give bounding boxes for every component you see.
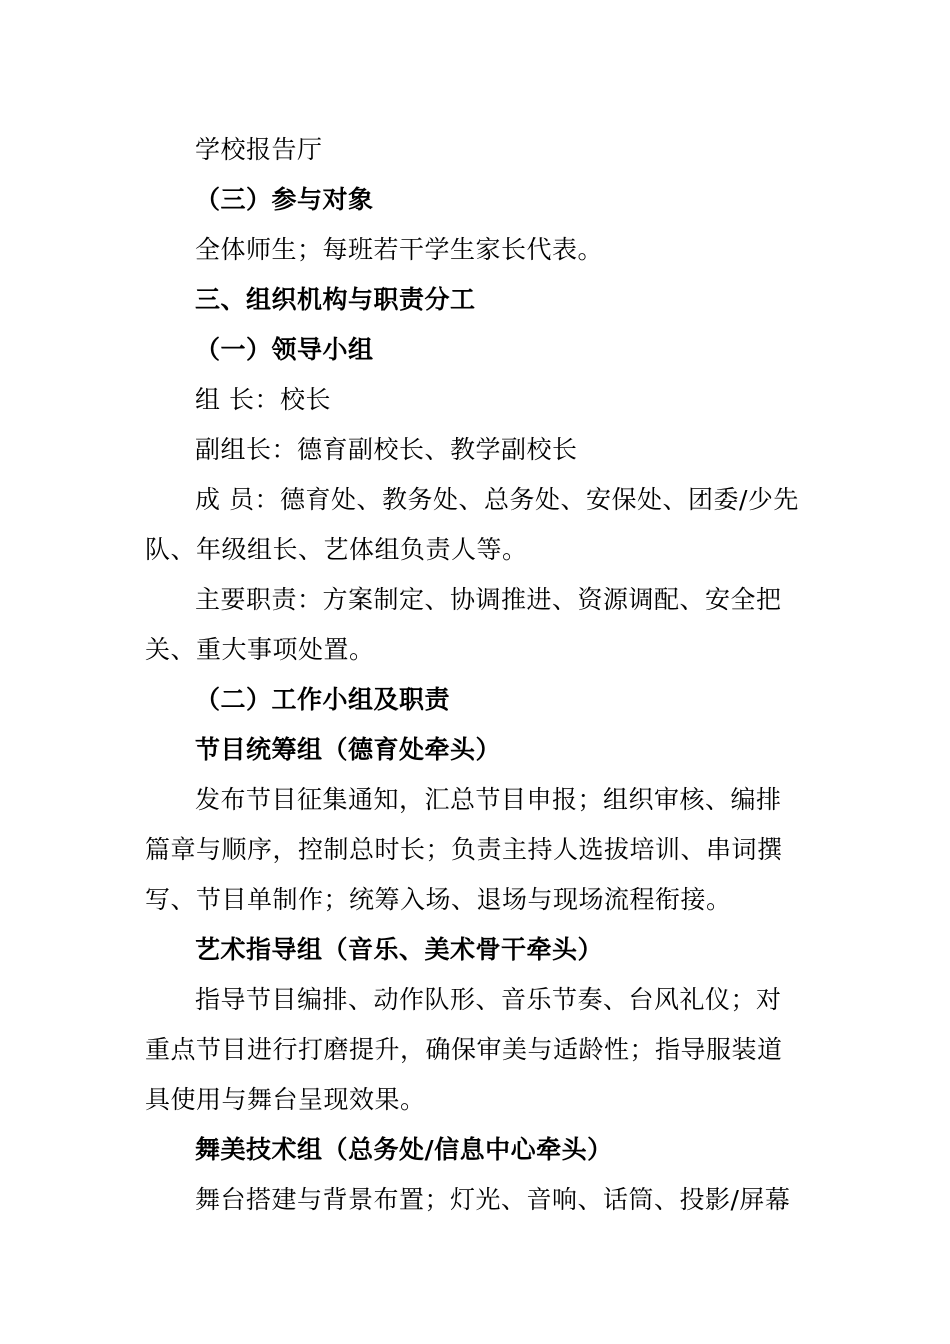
subheading-working-groups: （二）工作小组及职责 — [195, 685, 451, 714]
group-heading-program: 节目统筹组（德育处牵头） — [195, 735, 502, 764]
subheading-leadership-group: （一）领导小组 — [195, 335, 374, 364]
paragraph-line-program-3: 写、节目单制作；统筹入场、退场与现场流程衔接。 — [145, 885, 732, 914]
paragraph-line-program-2: 篇章与顺序，控制总时长；负责主持人选拔培训、串词撰 — [145, 835, 783, 864]
paragraph-line-members-cont: 队、年级组长、艺体组负责人等。 — [145, 535, 528, 564]
paragraph-line-venue: 学校报告厅 — [195, 135, 323, 164]
paragraph-line-art-3: 具使用与舞台呈现效果。 — [145, 1085, 426, 1114]
paragraph-line-participants: 全体师生；每班若干学生家长代表。 — [195, 235, 604, 264]
group-heading-art: 艺术指导组（音乐、美术骨干牵头） — [195, 935, 604, 964]
paragraph-line-duties-cont: 关、重大事项处置。 — [145, 635, 375, 664]
group-heading-stage-tech: 舞美技术组（总务处/信息中心牵头） — [195, 1135, 613, 1164]
paragraph-line-duties: 主要职责：方案制定、协调推进、资源调配、安全把 — [195, 585, 782, 614]
paragraph-line-program-1: 发布节目征集通知，汇总节目申报；组织审核、编排 — [195, 785, 782, 814]
subheading-participants: （三）参与对象 — [195, 185, 374, 214]
paragraph-line-leader: 组 长：校长 — [195, 385, 331, 414]
paragraph-line-members: 成 员：德育处、教务处、总务处、安保处、团委/少先 — [195, 485, 799, 514]
paragraph-line-stage-tech-1: 舞台搭建与背景布置；灯光、音响、话筒、投影/屏幕 — [195, 1185, 791, 1214]
paragraph-line-art-2: 重点节目进行打磨提升，确保审美与适龄性；指导服装道 — [145, 1035, 783, 1064]
paragraph-line-deputy-leader: 副组长：德育副校长、教学副校长 — [195, 435, 578, 464]
section-heading-organization: 三、组织机构与职责分工 — [195, 285, 476, 314]
paragraph-line-art-1: 指导节目编排、动作队形、音乐节奏、台风礼仪；对 — [195, 985, 782, 1014]
